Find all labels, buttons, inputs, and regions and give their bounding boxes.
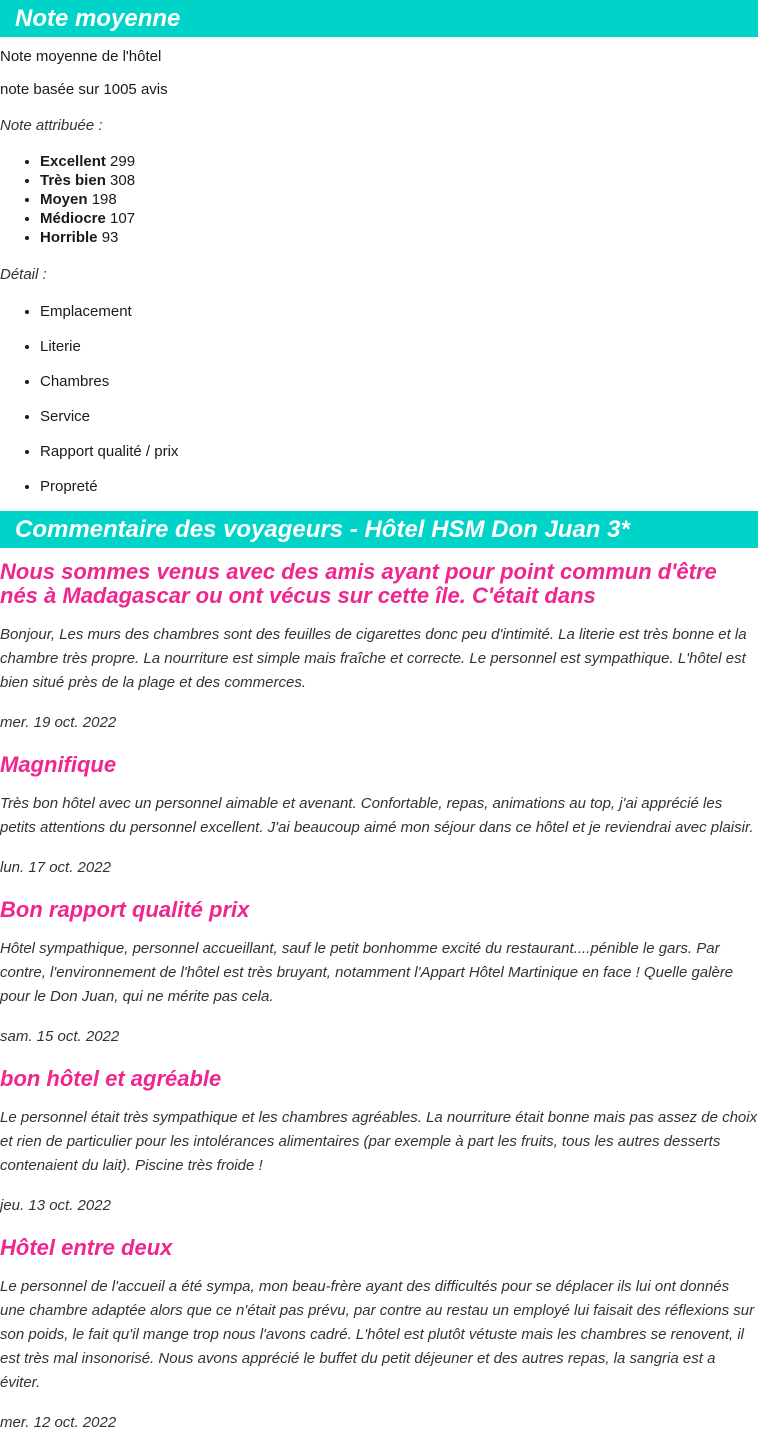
review-date: sam. 15 oct. 2022 xyxy=(0,1028,120,1045)
review-date: mer. 12 oct. 2022 xyxy=(0,1414,117,1431)
detail-service: • Service xyxy=(40,407,758,426)
review-body: Bonjour, Les murs des chambres sont des feuilles de cigarettes donc peu d'intimité. La literie est très bonne et la chambre très propre. La nourriture est simple mais fraîche et correcte. Le personnel est sympathique. L'hôtel est bien situé près de la plage et des commerces. xyxy=(0,626,747,691)
rating-tres-bien: • Très bien 308 xyxy=(40,171,758,190)
comments-section xyxy=(0,511,758,1431)
ratings-label: Note attribuée : xyxy=(0,117,103,134)
review-date: mer. 19 oct. 2022 xyxy=(0,714,117,731)
detail-list xyxy=(0,302,758,496)
review-title: Nous sommes venus avec des amis ayant pour point commun d'être nés à Madagascar ou ont vécus sur cette île. C'était dans xyxy=(0,559,717,608)
detail-chambres: • Chambres xyxy=(40,372,758,391)
review-date: lun. 17 oct. 2022 xyxy=(0,859,111,876)
rating-horrible: • Horrible 93 xyxy=(40,228,758,247)
review-title: Bon rapport qualité prix xyxy=(0,897,250,922)
review-item xyxy=(0,898,758,1045)
review-item xyxy=(0,1067,758,1214)
review-title: Magnifique xyxy=(0,752,117,777)
review-item xyxy=(0,560,758,731)
detail-label: Détail : xyxy=(0,266,47,283)
rating-excellent: • Excellent 299 xyxy=(40,152,758,171)
review-title: bon hôtel et agréable xyxy=(0,1066,222,1091)
hotel-rating-label: Note moyenne de l'hôtel xyxy=(0,48,162,65)
review-body: Le personnel de l'accueil a été sympa, mon beau-frère ayant des difficultés pour se déplacer ils lui ont donnés une chambre adaptée alors que ce n'était pas prévu, par contre au restau un employé lui faisait des réflexions sur son poids, le fait qu'il mange trop nous l'avons cadré. L'hôtel est plutôt vétuste mais les chambres se renovent, il est très mal insonorisé. Nous avons apprécié le buffet du petit déjeuner et des autres repas, la sangria est a éviter. xyxy=(0,1278,755,1391)
rating-summary-section xyxy=(0,0,758,496)
review-body: Le personnel était très sympathique et les chambres agréables. La nourriture était bonne mais pas assez de choix et rien de particulier pour les intolérances alimentaires (par exemple à part les fruits, tous les autres desserts contenaient du lait). Piscine très froide ! xyxy=(0,1109,758,1174)
rating-mediocre: • Médiocre 107 xyxy=(40,209,758,228)
rating-summary-header: Note moyenne xyxy=(0,0,758,37)
detail-proprete: • Propreté xyxy=(40,477,758,496)
review-item xyxy=(0,753,758,876)
comments-header: Commentaire des voyageurs - Hôtel HSM Don Juan 3* xyxy=(0,511,758,548)
detail-rapport-qualite-prix: • Rapport qualité / prix xyxy=(40,442,758,461)
review-date: jeu. 13 oct. 2022 xyxy=(0,1197,111,1214)
detail-literie: • Literie xyxy=(40,337,758,356)
detail-emplacement: • Emplacement xyxy=(40,302,758,321)
rating-moyen: • Moyen 198 xyxy=(40,190,758,209)
review-item xyxy=(0,1236,758,1431)
ratings-list xyxy=(0,152,758,247)
review-title: Hôtel entre deux xyxy=(0,1235,173,1260)
review-count-text: note basée sur 1005 avis xyxy=(0,81,168,98)
review-body: Très bon hôtel avec un personnel aimable et avenant. Confortable, repas, animations au top, j'ai apprécié les petits attentions du personnel excellent. J'ai beaucoup aimé mon séjour dans ce hôtel et je reviendrai avec plaisir. xyxy=(0,795,754,836)
review-body: Hôtel sympathique, personnel accueillant, sauf le petit bonhomme excité du restaurant....pénible le gars. Par contre, l'environnement de l'hôtel est très bruyant, notamment l'Appart Hôtel Martinique en face ! Quelle galère pour le Don Juan, qui ne mérite pas cela. xyxy=(0,940,734,1005)
